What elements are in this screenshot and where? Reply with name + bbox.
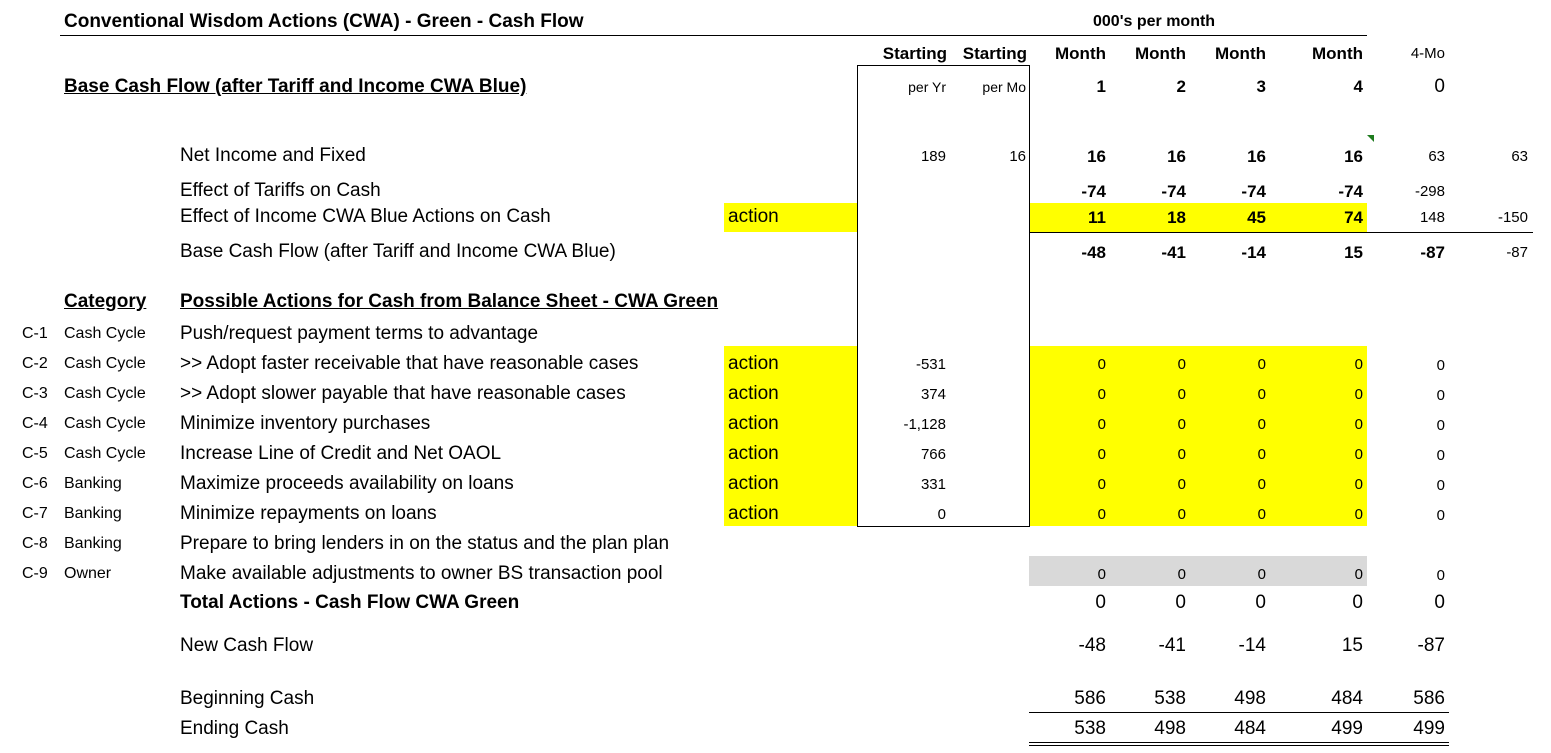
total-actions-m1: 0 <box>1095 592 1106 613</box>
action-row-month-2: 0 <box>1177 446 1186 463</box>
sub-header-m3: 3 <box>1256 77 1266 96</box>
action-row-label: Increase Line of Credit and Net OAOL <box>180 443 502 464</box>
sub-header-4mo: 0 <box>1434 76 1445 97</box>
action-row-label: Make available adjustments to owner BS transaction pool <box>180 563 663 584</box>
col-header-starting-yr: Starting <box>882 44 947 63</box>
double-line-top <box>1029 742 1449 743</box>
action-row-label: Minimize inventory purchases <box>180 413 431 434</box>
action-row-per-yr: 374 <box>920 386 946 403</box>
row-net-income-label: Net Income and Fixed <box>180 145 366 166</box>
row-base-cf-label: Base Cash Flow (after Tariff and Income CWA Blue) <box>180 241 616 262</box>
row-base-cf-m2: -41 <box>1161 243 1186 262</box>
action-row-month-2: 0 <box>1177 506 1186 523</box>
actions-header: Possible Actions for Cash from Balance Sheet - CWA Green <box>180 291 719 312</box>
row-tariffs-m3: -74 <box>1241 182 1266 201</box>
row-net-income-m2: 16 <box>1167 147 1186 166</box>
row-net-income-m3: 16 <box>1247 147 1266 166</box>
sub-header-m2: 2 <box>1176 77 1186 96</box>
action-row-month-1: 0 <box>1097 386 1106 403</box>
new-cash-flow-m3: -14 <box>1238 635 1266 656</box>
row-base-cf-m4: 15 <box>1344 243 1363 262</box>
new-cash-flow-m1: -48 <box>1078 635 1106 656</box>
beginning-cash-label: Beginning Cash <box>180 688 315 709</box>
action-row-code: C-9 <box>22 565 48 582</box>
action-row-action-tag: action <box>728 353 779 374</box>
action-row-code: C-1 <box>22 325 48 342</box>
beginning-cash-m2: 538 <box>1154 688 1186 709</box>
row-base-cf-total: -87 <box>1420 243 1445 262</box>
action-row-month-4: 0 <box>1354 476 1363 493</box>
row-net-income-m4: 16 <box>1344 147 1363 166</box>
action-row-month-2: 0 <box>1177 386 1186 403</box>
new-cash-flow-m2: -41 <box>1158 635 1186 656</box>
action-row-month-1: 0 <box>1097 446 1106 463</box>
row-tariffs-m1: -74 <box>1081 182 1106 201</box>
action-row-per-yr: -1,128 <box>903 416 946 433</box>
row-net-income-total: 63 <box>1428 148 1445 165</box>
page-title: Conventional Wisdom Actions (CWA) - Green - Cash Flow <box>64 11 584 32</box>
action-row-label: Prepare to bring lenders in on the status and the plan plan <box>180 533 670 554</box>
action-row-code: C-5 <box>22 445 48 462</box>
section-base-title: Base Cash Flow (after Tariff and Income CWA Blue) <box>64 76 527 97</box>
action-row-month-4: 0 <box>1354 416 1363 433</box>
action-row-month-2: 0 <box>1177 476 1186 493</box>
row-tariffs-m4: -74 <box>1338 182 1363 201</box>
sub-header-per-mo: per Mo <box>982 79 1026 95</box>
action-row-month-1: 0 <box>1097 356 1106 373</box>
action-row-category: Cash Cycle <box>64 355 146 372</box>
double-line-bottom <box>1029 745 1449 746</box>
action-row-month-2: 0 <box>1177 566 1186 583</box>
comment-marker <box>1367 135 1374 142</box>
row-cwa-blue-total: 148 <box>1419 209 1445 226</box>
col-header-4mo: 4-Mo <box>1410 45 1445 62</box>
beginning-cash-total: 586 <box>1413 688 1445 709</box>
action-row-action-tag: action <box>728 413 779 434</box>
row-tariffs-label: Effect of Tariffs on Cash <box>180 180 381 201</box>
action-row-month-4: 0 <box>1354 566 1363 583</box>
action-row-per-yr: 0 <box>937 506 946 523</box>
action-row-code: C-2 <box>22 355 48 372</box>
action-row-total: 0 <box>1436 357 1445 374</box>
total-actions-m2: 0 <box>1175 592 1186 613</box>
action-row-month-3: 0 <box>1257 446 1266 463</box>
action-row-action-tag: action <box>728 383 779 404</box>
sum-line-cash <box>1029 712 1449 713</box>
col-header-month-2: Month <box>1135 44 1186 63</box>
action-row-month-3: 0 <box>1257 506 1266 523</box>
beginning-cash-m1: 586 <box>1074 688 1106 709</box>
action-row-month-2: 0 <box>1177 416 1186 433</box>
action-row-code: C-8 <box>22 535 48 552</box>
action-row-month-4: 0 <box>1354 386 1363 403</box>
sub-header-m1: 1 <box>1096 77 1106 96</box>
action-row-code: C-7 <box>22 505 48 522</box>
sub-header-m4: 4 <box>1353 77 1363 96</box>
highlight-months-green <box>1029 346 1367 526</box>
action-row-total: 0 <box>1436 477 1445 494</box>
new-cash-flow-total: -87 <box>1417 635 1445 656</box>
action-row-month-3: 0 <box>1257 386 1266 403</box>
action-row-month-3: 0 <box>1257 416 1266 433</box>
action-row-category: Banking <box>64 505 122 522</box>
category-header: Category <box>64 291 147 312</box>
row-tariffs-total: -298 <box>1414 183 1445 200</box>
action-row-category: Cash Cycle <box>64 415 146 432</box>
row-cwa-blue-action: action <box>728 206 779 227</box>
action-row-category: Cash Cycle <box>64 445 146 462</box>
action-row-category: Owner <box>64 565 112 582</box>
action-row-category: Banking <box>64 475 122 492</box>
action-row-code: C-6 <box>22 475 48 492</box>
action-row-month-2: 0 <box>1177 356 1186 373</box>
action-row-action-tag: action <box>728 443 779 464</box>
action-row-month-4: 0 <box>1354 446 1363 463</box>
action-row-label: Maximize proceeds availability on loans <box>180 473 514 494</box>
row-net-income-per-yr: 189 <box>920 148 946 165</box>
action-row-total: 0 <box>1436 567 1445 584</box>
col-header-month-3: Month <box>1215 44 1266 63</box>
col-header-starting-mo: Starting <box>962 44 1027 63</box>
new-cash-flow-m4: 15 <box>1341 635 1363 656</box>
action-row-per-yr: 766 <box>920 446 946 463</box>
action-row-label: >> Adopt faster receivable that have reasonable cases <box>180 353 639 374</box>
row-tariffs-m2: -74 <box>1161 182 1186 201</box>
col-header-month-4: Month <box>1312 44 1363 63</box>
col-header-month-1: Month <box>1055 44 1106 63</box>
units-label: 000's per month <box>1093 13 1216 30</box>
action-row-month-3: 0 <box>1257 566 1266 583</box>
action-row-month-4: 0 <box>1354 506 1363 523</box>
action-row-label: Push/request payment terms to advantage <box>180 323 539 344</box>
ending-cash-m3: 484 <box>1234 718 1266 739</box>
new-cash-flow-label: New Cash Flow <box>180 635 314 656</box>
row-cwa-blue-m2: 18 <box>1167 208 1186 227</box>
ending-cash-label: Ending Cash <box>180 718 289 739</box>
action-row-month-1: 0 <box>1097 566 1106 583</box>
action-row-month-1: 0 <box>1097 476 1106 493</box>
action-row-category: Cash Cycle <box>64 385 146 402</box>
beginning-cash-m4: 484 <box>1331 688 1363 709</box>
action-row-category: Banking <box>64 535 122 552</box>
row-base-cf-extra: -87 <box>1506 244 1528 261</box>
row-cwa-blue-m3: 45 <box>1247 208 1266 227</box>
ending-cash-total: 499 <box>1413 718 1445 739</box>
action-row-code: C-3 <box>22 385 48 402</box>
action-row-label: Minimize repayments on loans <box>180 503 437 524</box>
action-row-action-tag: action <box>728 503 779 524</box>
action-row-total: 0 <box>1436 507 1445 524</box>
action-row-month-1: 0 <box>1097 416 1106 433</box>
row-cwa-blue-m1: 11 <box>1088 208 1106 227</box>
row-net-income-per-mo: 16 <box>1009 148 1026 165</box>
action-row-month-4: 0 <box>1354 356 1363 373</box>
sum-line-base <box>1029 232 1533 233</box>
action-row-category: Cash Cycle <box>64 325 146 342</box>
row-net-income-m1: 16 <box>1087 147 1106 166</box>
total-actions-m4: 0 <box>1352 592 1363 613</box>
total-actions-m3: 0 <box>1255 592 1266 613</box>
row-net-income-extra: 63 <box>1511 148 1528 165</box>
row-base-cf-m1: -48 <box>1081 243 1106 262</box>
action-row-total: 0 <box>1436 417 1445 434</box>
ending-cash-m1: 538 <box>1074 718 1106 739</box>
total-actions-label: Total Actions - Cash Flow CWA Green <box>180 592 520 613</box>
row-base-cf-m3: -14 <box>1241 243 1266 262</box>
action-row-action-tag: action <box>728 473 779 494</box>
title-underline <box>60 35 1367 36</box>
row-cwa-blue-label: Effect of Income CWA Blue Actions on Cash <box>180 206 551 227</box>
total-actions-total: 0 <box>1434 592 1445 613</box>
beginning-cash-m3: 498 <box>1234 688 1266 709</box>
action-row-total: 0 <box>1436 447 1445 464</box>
row-cwa-blue-m4: 74 <box>1344 208 1363 227</box>
action-row-per-yr: -531 <box>915 356 946 373</box>
action-row-per-yr: 331 <box>920 476 946 493</box>
row-cwa-blue-extra: -150 <box>1497 209 1528 226</box>
action-row-label: >> Adopt slower payable that have reasonable cases <box>180 383 626 404</box>
action-row-month-1: 0 <box>1097 506 1106 523</box>
ending-cash-m4: 499 <box>1331 718 1363 739</box>
action-row-month-3: 0 <box>1257 356 1266 373</box>
ending-cash-m2: 498 <box>1154 718 1186 739</box>
action-row-total: 0 <box>1436 387 1445 404</box>
sub-header-per-yr: per Yr <box>908 79 946 95</box>
action-row-code: C-4 <box>22 415 48 432</box>
action-row-month-3: 0 <box>1257 476 1266 493</box>
